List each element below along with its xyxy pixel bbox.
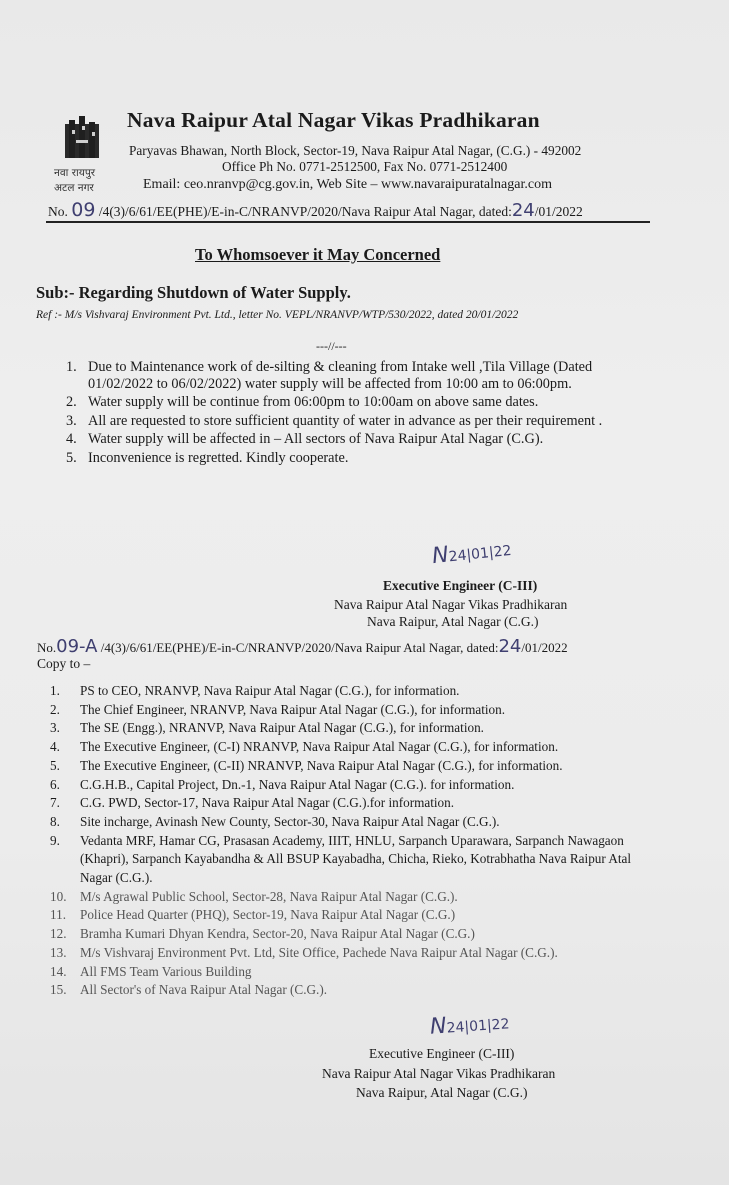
list-item-text: All Sector's of Nava Raipur Atal Nagar (C.G.). <box>80 982 328 998</box>
signature-2-title: Executive Engineer (C-III) <box>369 1046 515 1061</box>
list-item <box>50 925 640 944</box>
list-item-text: All are requested to store sufficient quantity of water in advance as per their requirement . <box>88 412 603 429</box>
list-item-number: 3. <box>50 720 60 736</box>
list-item-text: Site incharge, Avinash New County, Sector-30, Nava Raipur Atal Nagar (C.G.). <box>80 813 500 829</box>
list-item-number: 1. <box>50 683 60 698</box>
list-item-number: 2. <box>50 701 60 717</box>
list-item <box>50 832 640 888</box>
signature-2-org: Nava Raipur Atal Nagar Vikas Pradhikaran <box>322 1066 556 1081</box>
list-item-text: C.G.H.B., Capital Project, Dn.-1, Nava Raipur Atal Nagar (C.G.). for information. <box>80 776 515 792</box>
document-heading: To Whomsoever it May Concerned <box>195 245 441 264</box>
copy-to-label: Copy to – <box>37 656 91 671</box>
list-item-number: 2. <box>66 394 77 410</box>
list-item <box>50 944 640 963</box>
list-item-text: The SE (Engg.), NRANVP, Nava Raipur Atal Nagar (C.G.), for information. <box>80 720 484 736</box>
list-item <box>50 794 640 813</box>
list-item-number: 14. <box>50 963 67 979</box>
list-item-number: 10. <box>50 888 67 904</box>
list-item <box>50 776 640 795</box>
signature-1-title: Executive Engineer (C-III) <box>383 578 538 593</box>
copy-number-line <box>37 636 568 657</box>
list-item-number: 5. <box>50 757 60 773</box>
copy-date-tail: /01/2022 <box>521 640 568 655</box>
list-item-number: 1. <box>66 359 77 375</box>
list-item <box>66 412 628 430</box>
copy-date-handwritten: 24 <box>498 636 522 657</box>
signature-1-org: Nava Raipur Atal Nagar Vikas Pradhikaran <box>334 597 568 612</box>
list-item-number: 4. <box>66 431 77 447</box>
list-item-number: 13. <box>50 944 67 960</box>
letter-date-handwritten: 24 <box>511 200 535 221</box>
list-item-text: M/s Vishvaraj Environment Pvt. Ltd, Site Office, Pachede Nava Raipur Atal Nagar (C.G.). <box>80 944 558 960</box>
header-divider <box>46 221 650 223</box>
list-item-number: 7. <box>50 795 60 811</box>
signature-1-place: Nava Raipur, Atal Nagar (C.G.) <box>367 614 539 629</box>
copy-to-list <box>50 682 640 1000</box>
list-item-text: Bramha Kumari Dhyan Kendra, Sector-20, Nava Raipur Atal Nagar (C.G.) <box>80 926 475 942</box>
letter-date-tail: /01/2022 <box>534 204 583 219</box>
subject-line: Sub:- Regarding Shutdown of Water Supply. <box>36 283 351 302</box>
hindi-name-line-1: नवा रायपुर <box>54 167 96 179</box>
list-item <box>50 813 640 832</box>
email-website-line: Email: ceo.nranvp@cg.gov.in, Web Site – www.navaraipuratalnagar.com <box>143 177 552 192</box>
copy-number-code: /4(3)/6/61/EE(PHE)/E-in-C/NRANVP/2020/Nava Raipur Atal Nagar, dated: <box>100 640 499 655</box>
copy-number-prefix: No. <box>37 640 57 655</box>
separator: ---//--- <box>316 339 347 353</box>
list-item-text: Water supply will be continue from 06:00pm to 10:00am on above same dates. <box>88 394 539 410</box>
signature-1-handwritten: N24|01|22 <box>430 542 513 570</box>
list-item-number: 4. <box>50 739 60 755</box>
list-item <box>66 449 628 467</box>
list-item <box>50 888 640 907</box>
letter-number-handwritten: 09 <box>71 199 96 221</box>
phone-line: Office Ph No. 0771-2512500, Fax No. 0771-2512400 <box>222 159 508 174</box>
letter-number-code: /4(3)/6/61/EE(PHE)/E-in-C/NRANVP/2020/Nava Raipur Atal Nagar, dated: <box>98 204 512 219</box>
list-item-number: 12. <box>50 926 67 942</box>
list-item-text: The Executive Engineer, (C-II) NRANVP, Nava Raipur Atal Nagar (C.G.), for information. <box>80 757 563 773</box>
address-line: Paryavas Bhawan, North Block, Sector-19, Nava Raipur Atal Nagar, (C.G.) - 492002 <box>129 143 582 158</box>
list-item-number: 9. <box>50 832 60 848</box>
list-item-number: 3. <box>66 412 77 429</box>
list-item-text: Water supply will be affected in – All sectors of Nava Raipur Atal Nagar (C.G). <box>88 431 544 447</box>
signature-2-handwritten: N24|01|22 <box>429 1013 510 1040</box>
notice-points-list <box>66 359 628 468</box>
list-item-text: Inconvenience is regretted. Kindly cooperate. <box>88 449 349 466</box>
list-item-number: 6. <box>50 776 60 792</box>
copy-number-handwritten: 09-A <box>56 636 98 657</box>
list-item-number: 5. <box>66 449 77 466</box>
list-item-text: All FMS Team Various Building <box>80 963 252 979</box>
list-item <box>50 981 640 1000</box>
list-item-number: 11. <box>50 907 66 923</box>
hindi-name-line-2: अटल नगर <box>54 182 94 194</box>
list-item <box>50 906 640 925</box>
organization-name: Nava Raipur Atal Nagar Vikas Pradhikaran <box>127 108 540 132</box>
list-item <box>50 757 640 776</box>
list-item-text: M/s Agrawal Public School, Sector-28, Nava Raipur Atal Nagar (C.G.). <box>80 888 458 904</box>
list-item <box>66 394 628 411</box>
list-item <box>66 359 628 392</box>
list-item <box>50 701 640 720</box>
list-item <box>66 431 628 448</box>
list-item-number: 8. <box>50 813 60 829</box>
list-item-text: Police Head Quarter (PHQ), Sector-19, Nava Raipur Atal Nagar (C.G.) <box>80 907 456 923</box>
list-item-text: C.G. PWD, Sector-17, Nava Raipur Atal Nagar (C.G.).for information. <box>80 795 455 811</box>
list-item-text: PS to CEO, NRANVP, Nava Raipur Atal Nagar (C.G.), for information. <box>80 683 460 698</box>
letter-number-line <box>48 199 583 221</box>
signature-2-place: Nava Raipur, Atal Nagar (C.G.) <box>356 1085 528 1100</box>
list-item <box>50 719 640 738</box>
list-item-text: Due to Maintenance work of de-silting & cleaning from Intake well ,Tila Village (Dated 01/02/2022 to 06/02/2022) water supply will be affected from 10:00 am to 06:00pm. <box>88 359 593 392</box>
list-item-text: The Executive Engineer, (C-I) NRANVP, Nava Raipur Atal Nagar (C.G.), for information. <box>80 739 559 755</box>
reference-line: Ref :- M/s Vishvaraj Environment Pvt. Ltd., letter No. VEPL/NRANVP/WTP/530/2022, dated 20/01/2022 <box>36 309 519 321</box>
list-item-text: The Chief Engineer, NRANVP, Nava Raipur Atal Nagar (C.G.), for information. <box>80 701 506 717</box>
authority-logo-icon <box>63 116 101 160</box>
list-item <box>50 682 640 701</box>
list-item <box>50 738 640 757</box>
list-item-text: Vedanta MRF, Hamar CG, Prasasan Academy, IIIT, HNLU, Sarpanch Uparawara, Sarpanch Nawagaon (Khapri), Sarpanch Kayabandha & All BSUP Kayabadha, Chicha, Rieko, Kotrabhatha Nava Raipur Atal Nagar (C.G.). <box>80 832 632 886</box>
letter-number-prefix: No. <box>48 204 68 219</box>
list-item <box>50 963 640 982</box>
list-item-number: 15. <box>50 982 67 998</box>
